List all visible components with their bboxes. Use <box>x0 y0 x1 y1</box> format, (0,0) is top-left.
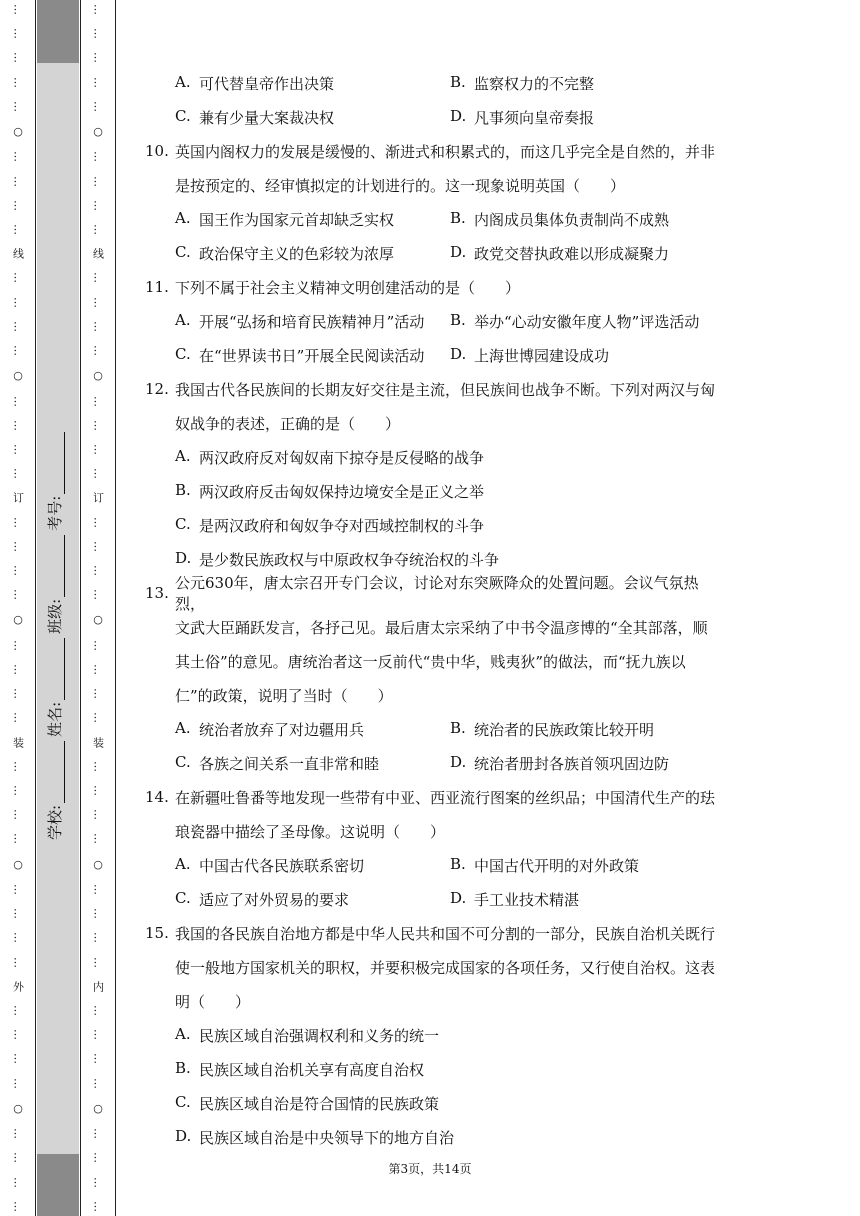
option-row <box>145 1086 725 1120</box>
question-number: 12. <box>145 380 169 398</box>
binding-mark: … <box>91 833 105 845</box>
option-row <box>145 66 725 100</box>
binding-mark: ○ <box>11 857 25 871</box>
question-number: 13. <box>145 584 169 602</box>
binding-mark: … <box>91 760 105 772</box>
option-row <box>145 100 725 134</box>
binding-mark: … <box>11 1152 25 1164</box>
name-field[interactable] <box>45 638 65 737</box>
binding-mark: … <box>91 28 105 40</box>
binding-mark: … <box>91 712 105 724</box>
answer-option[interactable] <box>175 1059 424 1080</box>
binding-mark: … <box>11 76 25 88</box>
question-stem-line <box>145 168 725 202</box>
binding-mark: … <box>91 540 105 552</box>
answer-option[interactable] <box>175 243 450 264</box>
binding-line-inner <box>91 0 105 1216</box>
binding-mark: … <box>91 1128 105 1140</box>
binding-mark: … <box>91 639 105 651</box>
question-number: 11. <box>145 278 169 296</box>
answer-option[interactable] <box>175 73 450 94</box>
band-top-block <box>37 0 79 63</box>
option-text: 中国古代各民族联系密切 <box>199 856 365 875</box>
option-text: 兼有少量大案裁决权 <box>199 108 335 127</box>
option-row <box>145 542 725 576</box>
question-number: 10. <box>145 142 169 160</box>
binding-mark: ○ <box>11 1101 25 1115</box>
option-letter: C. <box>175 1092 191 1111</box>
question-stem-line <box>145 644 725 678</box>
question-stem-line <box>145 372 725 406</box>
binding-mark: … <box>11 419 25 431</box>
binding-mark: … <box>11 712 25 724</box>
exam-number-label: 考号: <box>46 495 64 531</box>
question-stem-line <box>145 270 725 304</box>
binding-mark: 装 <box>11 736 25 748</box>
binding-mark: … <box>91 296 105 308</box>
binding-mark: … <box>11 540 25 552</box>
option-letter: A. <box>175 72 191 91</box>
option-letter: C. <box>175 242 191 261</box>
binding-mark: … <box>91 151 105 163</box>
option-row <box>145 338 725 372</box>
answer-option[interactable] <box>175 1093 439 1114</box>
question-text: 其土俗”的意见。唐统治者这一反前代“贵中华，贱夷狄”的做法，而“抚九族以 <box>175 652 686 671</box>
answer-option[interactable] <box>175 481 484 502</box>
binding-mark: … <box>91 320 105 332</box>
binding-mark: 装 <box>91 736 105 748</box>
binding-mark: ○ <box>91 613 105 627</box>
binding-mark: … <box>11 345 25 357</box>
binding-mark: … <box>11 639 25 651</box>
page-number: 第3页，共14页 <box>388 1162 472 1176</box>
binding-mark: … <box>91 809 105 821</box>
option-letter: D. <box>450 888 467 907</box>
binding-mark: … <box>91 956 105 968</box>
option-text: 凡事须向皇帝奏报 <box>474 108 595 127</box>
answer-option[interactable] <box>450 107 725 128</box>
option-text: 两汉政府反击匈奴保持边境安全是正义之举 <box>199 482 485 501</box>
binding-mark: ○ <box>11 369 25 383</box>
class-label: 班级: <box>46 598 64 634</box>
school-label: 学校: <box>46 804 64 840</box>
binding-mark: … <box>91 345 105 357</box>
option-letter: C. <box>175 106 191 125</box>
option-row <box>145 1052 725 1086</box>
option-text: 是少数民族政权与中原政权争夺统治权的斗争 <box>199 550 500 569</box>
question-text: 奴战争的表述，正确的是（ ） <box>175 414 401 433</box>
binding-mark: … <box>11 785 25 796</box>
binding-mark: ○ <box>91 1101 105 1115</box>
option-text: 可代替皇帝作出决策 <box>199 74 335 93</box>
binding-mark: … <box>91 1152 105 1164</box>
binding-mark: … <box>11 908 25 920</box>
option-row <box>145 508 725 542</box>
answer-option[interactable] <box>175 515 484 536</box>
option-letter: B. <box>175 1058 191 1077</box>
answer-option[interactable] <box>175 753 450 774</box>
binding-mark: … <box>91 395 105 407</box>
question-stem-line <box>145 950 725 984</box>
question-stem-line <box>145 610 725 644</box>
option-row <box>145 882 725 916</box>
option-row <box>145 304 725 338</box>
binding-mark: … <box>91 1029 105 1041</box>
question-stem-line <box>145 780 725 814</box>
binding-mark: … <box>91 52 105 64</box>
question-stem-line <box>145 678 725 712</box>
option-letter: D. <box>450 344 467 363</box>
binding-mark: 订 <box>91 492 105 504</box>
binding-mark: … <box>11 883 25 895</box>
option-letter: D. <box>450 752 467 771</box>
binding-mark: … <box>11 223 25 235</box>
answer-option[interactable] <box>175 107 450 128</box>
question-text: 我国古代各民族间的长期友好交往是主流，但民族间也战争不断。下列对两汉与匈 <box>175 380 716 399</box>
question-list <box>145 66 725 1154</box>
binding-mark: … <box>91 4 105 15</box>
binding-mark: … <box>11 1029 25 1041</box>
answer-option[interactable] <box>450 345 725 366</box>
option-row <box>145 848 725 882</box>
binding-mark: … <box>11 395 25 407</box>
binding-mark: ○ <box>11 613 25 627</box>
option-text: 在“世界读书日”开展全民阅读活动 <box>199 346 425 365</box>
option-letter: A. <box>175 854 191 873</box>
option-text: 国王作为国家元首却缺乏实权 <box>199 210 395 229</box>
option-row <box>145 1120 725 1154</box>
binding-mark: … <box>11 688 25 700</box>
binding-mark: … <box>11 100 25 112</box>
binding-mark: … <box>11 516 25 528</box>
binding-mark: … <box>91 565 105 577</box>
binding-mark: ○ <box>91 369 105 383</box>
binding-mark: … <box>11 1128 25 1140</box>
question-stem-line <box>145 574 725 613</box>
option-row <box>145 1018 725 1052</box>
binding-mark: … <box>91 175 105 187</box>
option-row <box>145 712 725 746</box>
option-letter: B. <box>450 208 466 227</box>
option-text: 各族之间关系一直非常和睦 <box>199 754 380 773</box>
binding-mark: … <box>11 1176 25 1188</box>
option-text: 政治保守主义的色彩较为浓厚 <box>199 244 395 263</box>
question-text: 我国的各民族自治地方都是中华人民共和国不可分割的一部分，民族自治机关既行 <box>175 924 716 943</box>
binding-mark: … <box>91 272 105 284</box>
option-letter: B. <box>450 72 466 91</box>
question-stem-line <box>145 984 725 1018</box>
option-text: 政党交替执政难以形成凝聚力 <box>474 244 670 263</box>
binding-mark: … <box>91 883 105 895</box>
binding-mark: … <box>11 468 25 480</box>
answer-option[interactable] <box>175 345 450 366</box>
option-letter: A. <box>175 446 191 465</box>
question-number: 15. <box>145 924 169 942</box>
binding-mark: … <box>91 589 105 601</box>
answer-option[interactable] <box>450 73 725 94</box>
option-text: 是两汉政府和匈奴争夺对西域控制权的斗争 <box>199 516 485 535</box>
binding-mark: … <box>11 565 25 577</box>
binding-mark: … <box>91 932 105 944</box>
question-text: 公元630年，唐太宗召开专门会议，讨论对东突厥降众的处置问题。会议气氛热烈， <box>175 574 699 613</box>
binding-mark: … <box>91 1004 105 1016</box>
option-letter: D. <box>175 1126 192 1145</box>
option-letter: A. <box>175 208 191 227</box>
binding-mark: ○ <box>91 125 105 139</box>
binding-mark: … <box>91 76 105 88</box>
option-text: 统治者放弃了对边疆用兵 <box>199 720 365 739</box>
option-row <box>145 746 725 780</box>
option-letter: D. <box>450 242 467 261</box>
option-text: 民族区域自治是符合国情的民族政策 <box>199 1094 440 1113</box>
option-text: 中国古代开明的对外政策 <box>474 856 640 875</box>
option-letter: D. <box>450 106 467 125</box>
binding-mark: … <box>91 908 105 920</box>
binding-mark: … <box>91 516 105 528</box>
binding-mark: … <box>11 663 25 675</box>
answer-option[interactable] <box>450 719 725 740</box>
answer-option[interactable] <box>175 889 450 910</box>
binding-mark: … <box>11 272 25 284</box>
binding-mark: … <box>11 175 25 187</box>
answer-option[interactable] <box>450 889 725 910</box>
option-text: 开展“弘扬和培育民族精神月”活动 <box>199 312 425 331</box>
option-text: 适应了对外贸易的要求 <box>199 890 350 909</box>
binding-mark: … <box>11 52 25 64</box>
binding-mark: … <box>11 1004 25 1016</box>
question-stem-line <box>145 406 725 440</box>
question-text: 文武大臣踊跃发言，各抒己见。最后唐太宗采纳了中书令温彦博的“全其部落，顺 <box>175 618 708 637</box>
option-letter: B. <box>450 310 466 329</box>
binding-mark: … <box>11 809 25 821</box>
answer-option[interactable] <box>450 243 725 264</box>
option-row <box>145 440 725 474</box>
option-text: 统治者的民族政策比较开明 <box>474 720 655 739</box>
binding-mark: … <box>11 320 25 332</box>
answer-option[interactable] <box>175 1025 439 1046</box>
binding-mark: … <box>91 688 105 700</box>
answer-option[interactable] <box>175 549 499 570</box>
binding-line-outer <box>11 0 25 1216</box>
binding-mark: … <box>11 296 25 308</box>
answer-option[interactable] <box>175 719 450 740</box>
binding-mark: 外 <box>11 980 25 992</box>
binding-mark: … <box>91 468 105 480</box>
option-text: 民族区域自治强调权利和义务的统一 <box>199 1026 440 1045</box>
answer-option[interactable] <box>175 209 450 230</box>
binding-mark: … <box>11 760 25 772</box>
question-text: 英国内阁权力的发展是缓慢的、渐进式和积累式的，而这几乎完全是自然的，并非 <box>175 142 716 161</box>
binding-mark: ○ <box>91 857 105 871</box>
binding-mark: … <box>91 199 105 211</box>
binding-mark: 内 <box>91 980 105 992</box>
option-letter: B. <box>450 718 466 737</box>
school-field[interactable] <box>45 741 65 840</box>
name-label: 姓名: <box>46 701 64 737</box>
answer-option[interactable] <box>175 311 450 332</box>
binding-mark: … <box>91 100 105 112</box>
binding-mark: … <box>11 1053 25 1065</box>
student-info-fields <box>45 432 65 840</box>
binding-mark: 线 <box>91 248 105 260</box>
binding-mark: … <box>11 932 25 944</box>
binding-mark: … <box>11 589 25 601</box>
option-text: 上海世博园建设成功 <box>474 346 610 365</box>
binding-mark: … <box>11 1077 25 1089</box>
binding-mark: … <box>91 1053 105 1065</box>
option-text: 举办“心动安徽年度人物”评选活动 <box>474 312 700 331</box>
option-letter: A. <box>175 718 191 737</box>
binding-mark: … <box>11 833 25 845</box>
answer-option[interactable] <box>175 855 450 876</box>
binding-mark: … <box>11 443 25 455</box>
option-letter: A. <box>175 1024 191 1043</box>
question-text: 仁”的政策，说明了当时（ ） <box>175 686 393 705</box>
binding-mark: … <box>11 4 25 15</box>
answer-option[interactable] <box>175 447 484 468</box>
binding-mark: … <box>11 199 25 211</box>
answer-option[interactable] <box>450 753 725 774</box>
option-row <box>145 202 725 236</box>
option-row <box>145 236 725 270</box>
binding-mark: … <box>11 28 25 40</box>
question-text: 是按预定的、经审慎拟定的计划进行的。这一现象说明英国（ ） <box>175 176 626 195</box>
option-letter: C. <box>175 888 191 907</box>
question-stem-line <box>145 134 725 168</box>
question-text: 明（ ） <box>175 992 251 1011</box>
option-text: 统治者册封各族首领巩固边防 <box>474 754 670 773</box>
option-row <box>145 474 725 508</box>
binding-mark: … <box>91 1176 105 1188</box>
binding-mark: … <box>11 956 25 968</box>
option-text: 手工业技术精湛 <box>474 890 580 909</box>
class-field[interactable] <box>45 535 65 634</box>
question-text: 下列不属于社会主义精神文明创建活动的是（ ） <box>175 278 521 297</box>
binding-mark: 订 <box>11 492 25 504</box>
question-text: 使一般地方国家机关的职权，并要积极完成国家的各项任务，又行使自治权。这表 <box>175 958 716 977</box>
option-letter: D. <box>175 548 192 567</box>
option-text: 民族区域自治机关享有高度自治权 <box>199 1060 425 1079</box>
answer-option[interactable] <box>450 855 725 876</box>
binding-mark: … <box>91 663 105 675</box>
option-letter: C. <box>175 752 191 771</box>
binding-mark: … <box>11 1200 25 1212</box>
option-text: 民族区域自治是中央领导下的地方自治 <box>199 1128 455 1147</box>
binding-mark: … <box>11 151 25 163</box>
option-text: 内阁成员集体负责制尚不成熟 <box>474 210 670 229</box>
binding-mark: … <box>91 1077 105 1089</box>
answer-option[interactable] <box>450 311 725 332</box>
binding-mark: … <box>91 785 105 796</box>
question-stem-line <box>145 916 725 950</box>
option-letter: C. <box>175 514 191 533</box>
option-letter: C. <box>175 344 191 363</box>
option-letter: B. <box>450 854 466 873</box>
binding-mark: … <box>91 1200 105 1212</box>
answer-option[interactable] <box>175 1127 454 1148</box>
question-text: 在新疆吐鲁番等地发现一些带有中亚、西亚流行图案的丝织品；中国清代生产的珐 <box>175 788 716 807</box>
question-text: 琅瓷器中描绘了圣母像。这说明（ ） <box>175 822 446 841</box>
exam-number-field[interactable] <box>45 432 65 531</box>
binding-mark: … <box>91 223 105 235</box>
answer-option[interactable] <box>450 209 725 230</box>
option-text: 监察权力的不完整 <box>474 74 595 93</box>
question-number: 14. <box>145 788 169 806</box>
binding-mark: … <box>91 443 105 455</box>
option-letter: B. <box>175 480 191 499</box>
binding-mark: ○ <box>11 125 25 139</box>
binding-mark: 线 <box>11 248 25 260</box>
option-text: 两汉政府反对匈奴南下掠夺是反侵略的战争 <box>199 448 485 467</box>
binding-mark: … <box>91 419 105 431</box>
option-letter: A. <box>175 310 191 329</box>
question-stem-line <box>145 814 725 848</box>
